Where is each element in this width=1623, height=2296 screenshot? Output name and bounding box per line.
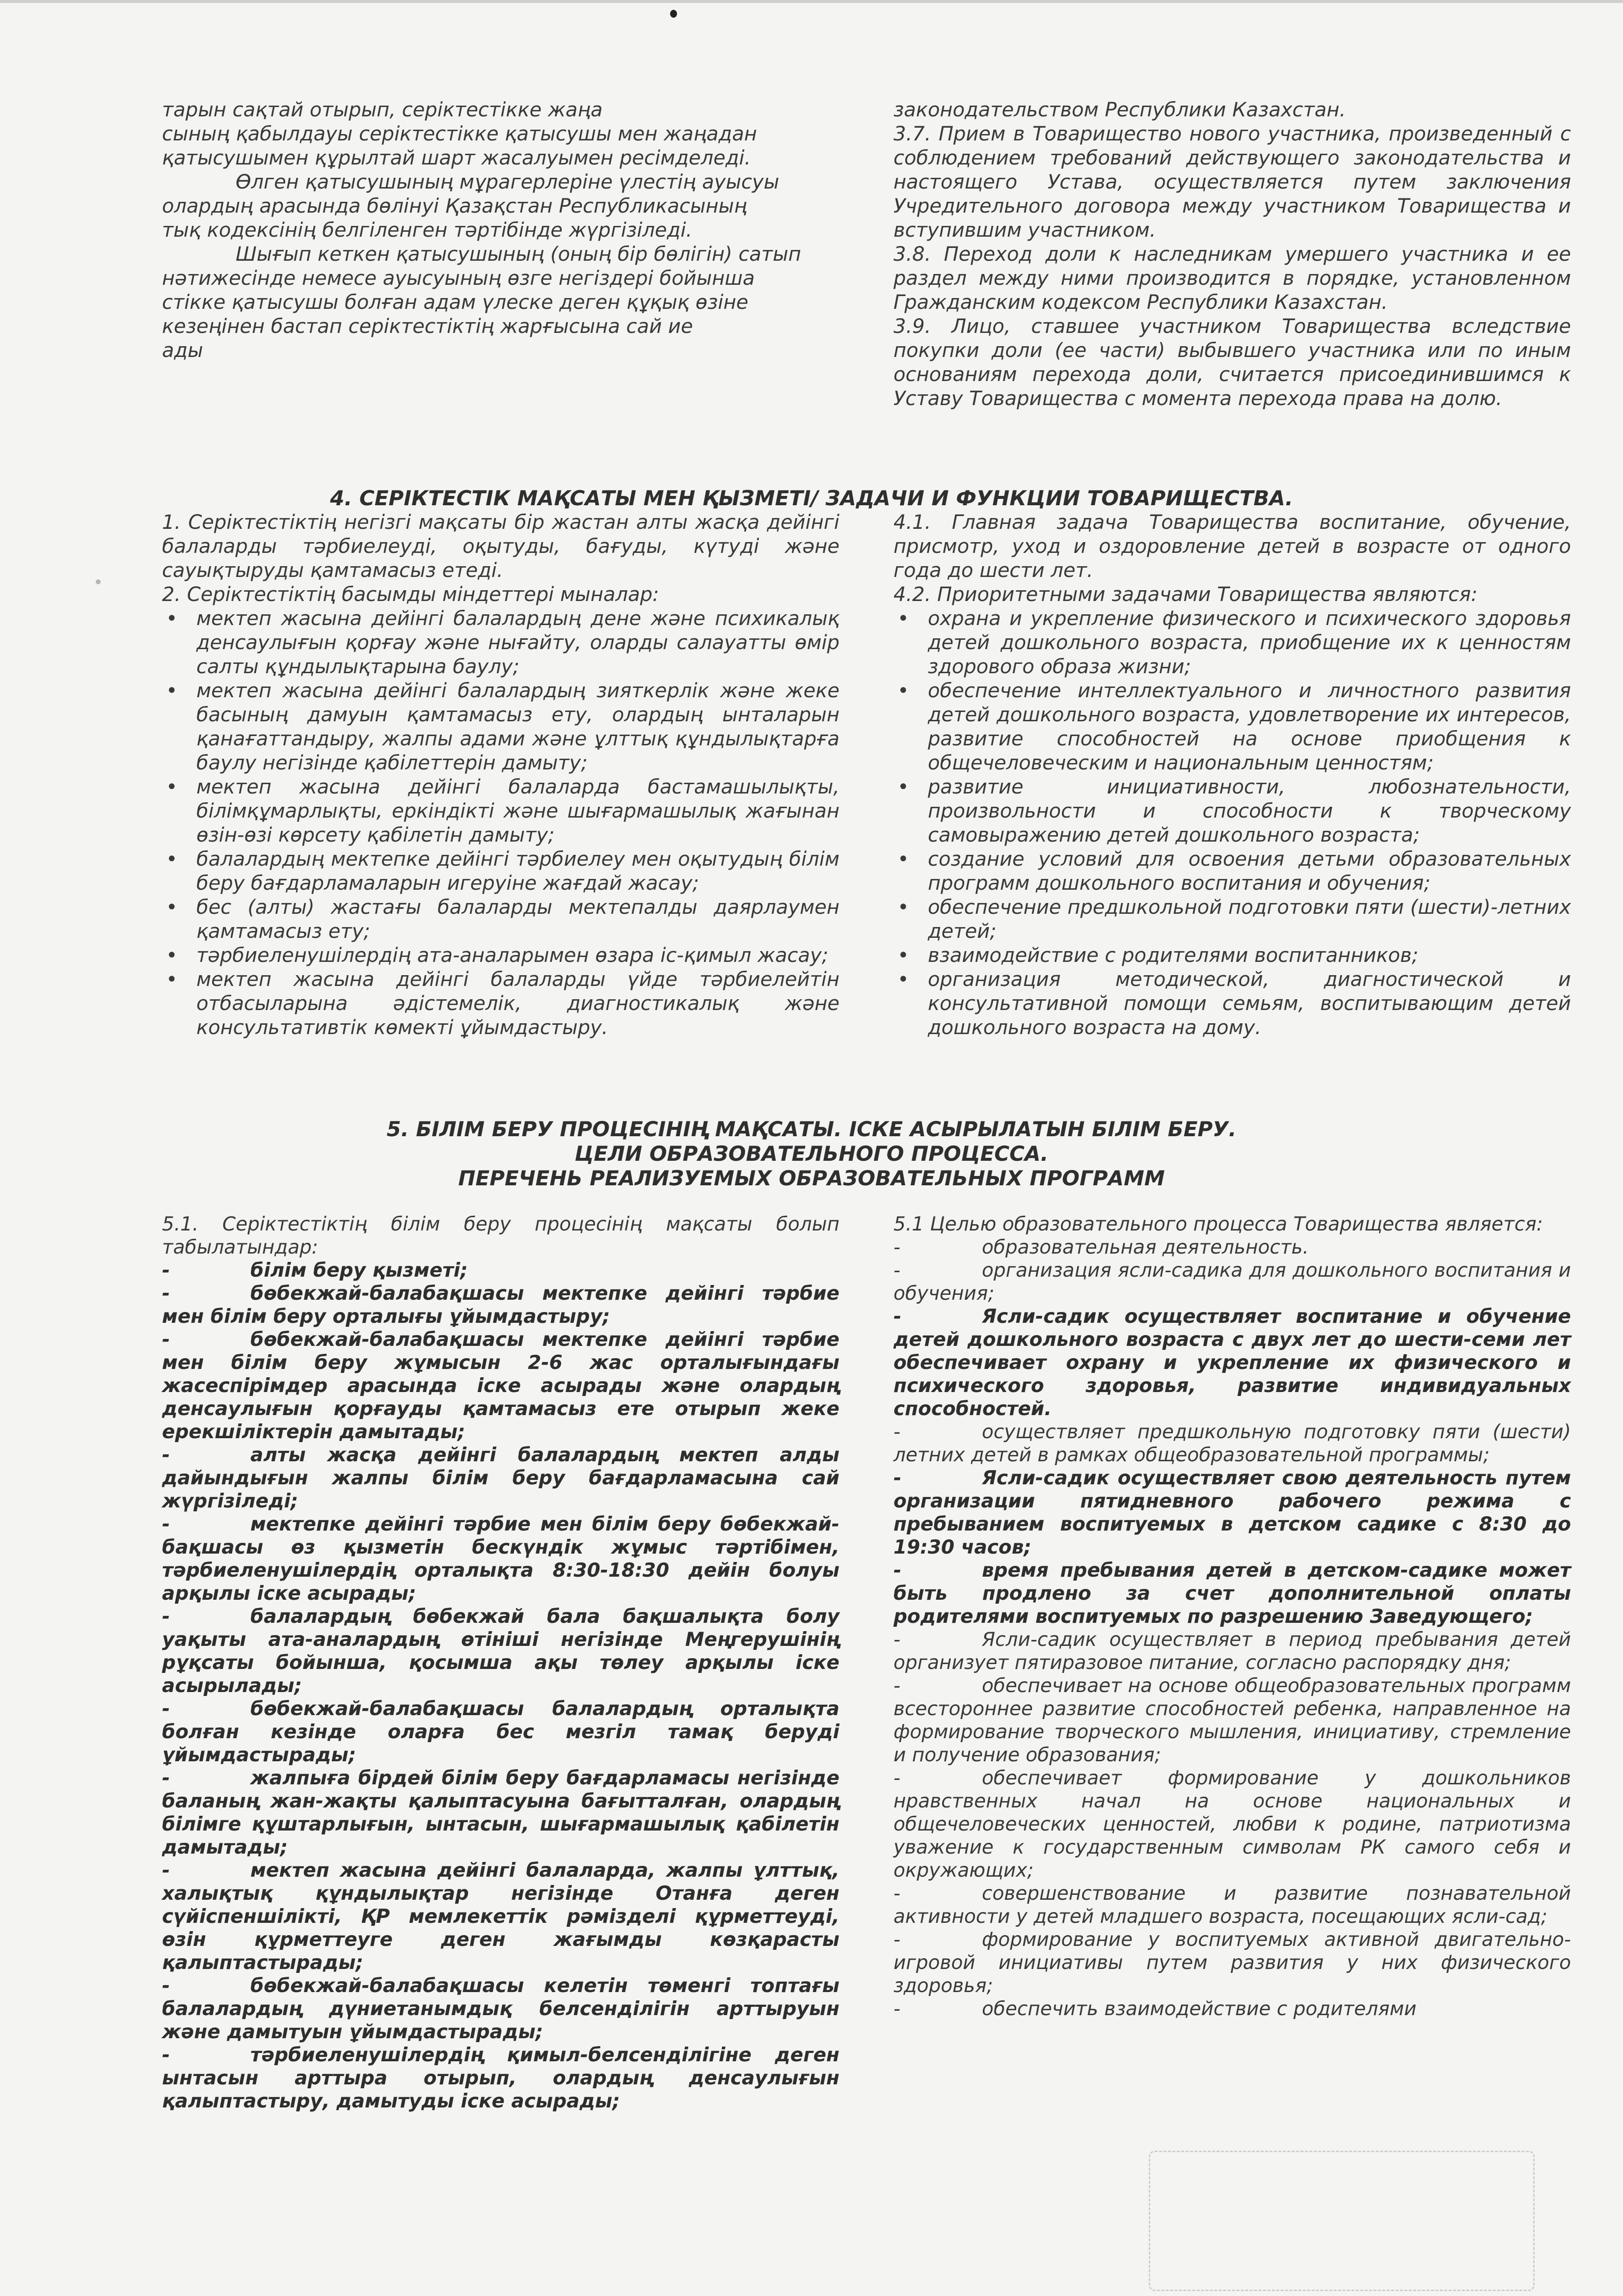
kk-top-line: Өлген қатысушының мұрагерлеріне үлестің ауысуы bbox=[236, 171, 780, 193]
kk-top-line: кезеңінен бастап серіктестіктің жарғысына сай ие bbox=[162, 315, 693, 338]
ru5-list-item: - обеспечить взаимодействие с родителями bbox=[893, 1998, 1417, 2020]
ru5-list-item: - Ясли-садик осуществляет воспитание и обучение детей дошкольного возраста с двух лет до шести-семи лет обеспечивает охрану и укрепление их физического и психического здоровья, развитие индивидуальных способностей. bbox=[893, 1306, 1571, 1420]
kk4-list-item: • тәрбиеленушілердің ата-аналарымен өзара іс-қимыл жасау; bbox=[162, 944, 839, 968]
ru5-list-item: - формирование у воспитуемых активной двигательно-игровой инициативы путем развития у них физического здоровья; bbox=[893, 1929, 1571, 1997]
ru5-list-item: - обеспечивает на основе общеобразовательных программ всестороннее развитие способностей ребенка, направленное на формирование творческого мышления, инициативу, стремление и получение образования; bbox=[893, 1675, 1571, 1766]
kk-top-block bbox=[162, 98, 839, 363]
kk5-list-item: - мектепке дейінгі тәрбие мен білім беру бөбекжай-бақшасы өз қызметін бескүндік жұмыс тәртібімен, тәрбиеленушілердің орталықта 8:30-18:30 дейін болуы арқылы іске асырады; bbox=[162, 1513, 839, 1605]
kk-top-line: Шығып кеткен қатысушының (оның бір бөлігін) сатып bbox=[236, 243, 801, 266]
ru4-paragraph-1: 4.1. Главная задача Товарищества воспитание, обучение, присмотр, уход и оздоровление детей в возрасте от одного года до шести лет. bbox=[893, 511, 1571, 582]
kk5-list-item: - жалпыға бірдей білім беру бағдарламасы негізінде баланың жан-жақты қалыптасуына бағытталған, олардың білімге құштарлығын, ынтасын, шығармашылық қабілетін дамытады; bbox=[162, 1767, 839, 1859]
kk-top-line: тық кодексінің белгіленген тәртібінде жүргізіледі. bbox=[162, 219, 693, 242]
kk5-paragraph-1: 5.1. Серіктестіктің білім беру процесінің мақсаты болып табылатындар: bbox=[162, 1213, 839, 1258]
kk-top-line: олардың арасында бөлінуі Қазақстан Республикасының bbox=[162, 195, 747, 218]
ru-section-4 bbox=[893, 511, 1571, 1040]
kk-top-line: нәтижесінде немесе ауысуының өзге негіздері бойынша bbox=[162, 267, 755, 290]
kk4-paragraph-2: 2. Серіктестіктің басымды міндеттері мыналар: bbox=[162, 583, 659, 606]
ru5-paragraph-1: 5.1 Целью образовательного процесса Товарищества является: bbox=[893, 1213, 1543, 1235]
ru4-list-item: • охрана и укрепление физического и психического здоровья детей дошкольного возраста, приобщение их к ценностям здорового образа жизни; bbox=[893, 607, 1571, 679]
ru5-list-item: - осуществляет предшкольную подготовку пяти (шести) летних детей в рамках общеобразовательной программы; bbox=[893, 1421, 1571, 1466]
kk4-list-item: • балалардың мектепке дейінгі тәрбиелеу мен оқытудың білім беру бағдарламаларын игеруіне жағдай жасау; bbox=[162, 847, 839, 896]
kk-top-line: қатысушымен құрылтай шарт жасалуымен ресімделеді. bbox=[162, 147, 751, 169]
ru4-list-item: • обеспечение предшкольной подготовки пяти (шести)-летних детей; bbox=[893, 896, 1571, 944]
section-5-title-kk: 5. БІЛІМ БЕРУ ПРОЦЕСІНІҢ МАҚСАТЫ. ІСКЕ АСЫРЫЛАТЫН БІЛІМ БЕРУ. bbox=[386, 1117, 1237, 1141]
kk5-list-item: - бөбекжай-балабақшасы балалардың орталықта болған кезінде оларға бес мезгіл тамақ беруді ұйымдастырады; bbox=[162, 1698, 839, 1766]
kk-section-4 bbox=[162, 511, 839, 1040]
section-5-subtitle-ru: ПЕРЕЧЕНЬ РЕАЛИЗУЕМЫХ ОБРАЗОВАТЕЛЬНЫХ ПРОГРАММ bbox=[458, 1166, 1165, 1190]
page-top-edge bbox=[0, 0, 1623, 3]
faded-stamp bbox=[1149, 2151, 1535, 2291]
ru4-paragraph-2: 4.2. Приоритетными задачами Товарищества являются: bbox=[893, 583, 1478, 606]
ru5-list-item: - Ясли-садик осуществляет в период пребывания детей организует пятиразовое питание, согласно распорядку дня; bbox=[893, 1629, 1571, 1674]
section-5-title-ru: ЦЕЛИ ОБРАЗОВАТЕЛЬНОГО ПРОЦЕССА. bbox=[574, 1142, 1049, 1166]
kk5-list-item: - бөбекжай-балабақшасы келетін төменгі топтағы балалардың дүниетанымдық белсенділігін арттыруын және дамытуын ұйымдастырады; bbox=[162, 1975, 839, 2043]
scan-speck bbox=[96, 579, 101, 584]
ru-clause-3-9: 3.9. Лицо, ставшее участником Товарищества вследствие покупки доли (ее части) выбывшего участника или по иным основаниям перехода доли, считается присоединившимся к Уставу Товарищества с момента перехода права на долю. bbox=[893, 315, 1571, 410]
ru5-list-item: - Ясли-садик осуществляет свою деятельность путем организации пятидневного рабочего режима с пребыванием воспитуемых в детском садике с 8:30 до 19:30 часов; bbox=[893, 1467, 1571, 1558]
kk4-list-item: • мектеп жасына дейінгі балалардың зияткерлік және жеке басының дамуын қамтамасыз ету, олардың ынталарын қанағаттандыру, жалпы адами және ұлттық құндылықтарға баулу негізінде қабілеттерін дамыту; bbox=[162, 679, 839, 775]
ru4-list-item: • обеспечение интеллектуального и личностного развития детей дошкольного возраста, удовлетворение их интересов, развитие способностей на основе приобщения к общечеловеческим и национальным ценностям; bbox=[893, 679, 1571, 775]
ru4-list-item: • развитие инициативности, любознательности, произвольности и способности к творческому самовыражению детей дошкольного возраста; bbox=[893, 775, 1571, 847]
ru-top-line: законодательством Республики Казахстан. bbox=[893, 99, 1346, 121]
ru-clause-3-7: 3.7. Прием в Товарищество нового участника, произведенный с соблюдением требований действующего законодательства и настоящего Устава, осуществляется путем заключения Учредительного договора между участником Товарищества и вступившим участником. bbox=[893, 123, 1571, 242]
kk-section-5 bbox=[162, 1213, 839, 2113]
kk4-list-item: • бес (алты) жастағы балаларды мектепалды даярлаумен қамтамасыз ету; bbox=[162, 896, 839, 944]
punch-hole-mark bbox=[670, 10, 677, 18]
kk5-list-item: - білім беру қызметі; bbox=[162, 1259, 468, 1282]
kk5-list-item: - тәрбиеленушілердің қимыл-белсенділігіне деген ынтасын арттыра отырып, олардың денсаулығын қалыптастыру, дамытуды іске асырады; bbox=[162, 2044, 839, 2112]
kk5-list-item: - мектеп жасына дейінгі балаларда, жалпы ұлттық, халықтық құндылықтар негізінде Отанға деген сүйіспеншілікті, ҚР мемлекеттік рәмізделі құрметтеуді, өзін құрметтеуге деген жағымды көзқарасты қалыптастырады; bbox=[162, 1859, 839, 1974]
ru-section-5 bbox=[893, 1213, 1571, 2021]
kk5-list-item: - балалардың бөбекжай бала бақшалықта болу уақыты ата-аналардың өтініші негізінде Меңгерушінің рұқсаты бойынша, қосымша ақы төлеу арқылы іске асырылады; bbox=[162, 1606, 839, 1697]
ru-clause-3-8: 3.8. Переход доли к наследникам умершего участника и ее раздел между ними производится в порядке, установленном Гражданским кодексом Республики Казахстан. bbox=[893, 243, 1571, 314]
kk4-list-item: • мектеп жасына дейінгі балаларды үйде тәрбиелейтін отбасыларына әдістемелік, диагностикалық және консультативтік көмекті ұйымдастыру. bbox=[162, 968, 839, 1040]
ru5-list-item: - совершенствование и развитие познавательной активности у детей младшего возраста, посещающих ясли-сад; bbox=[893, 1883, 1571, 1928]
ru4-list-item: • организация методической, диагностической и консультативной помощи семьям, воспитывающим детей дошкольного возраста на дому. bbox=[893, 968, 1571, 1040]
kk-top-line: ады bbox=[162, 339, 203, 362]
ru4-list-item: • взаимодействие с родителями воспитанников; bbox=[893, 944, 1571, 968]
ru4-list-item: • создание условий для освоения детьми образовательных программ дошкольного воспитания и обучения; bbox=[893, 847, 1571, 896]
kk4-list-item: • мектеп жасына дейінгі балалардың дене және психикалық денсаулығын қорғау және нығайту, оларды салауатты өмір салты құндылықтарына баулу; bbox=[162, 607, 839, 679]
kk4-list-item: • мектеп жасына дейінгі балаларда бастамашылықты, білімқұмарлықты, еркіндікті және шығармашылық жағынан өзін-өзі көрсету қабілетін дамыту; bbox=[162, 775, 839, 847]
kk-top-line: стікке қатысушы болған адам үлеске деген құқық өзіне bbox=[162, 291, 749, 314]
kk-top-line: тарын сақтай отырып, серіктестікке жаңа bbox=[162, 99, 603, 121]
kk5-list-item: - бөбекжай-балабақшасы мектепке дейінгі тәрбие мен білім беру жұмысын 2-6 жас орталығындағы жасеспірімдер арасында іске асырады және олардың денсаулығын қорғауды қамтамасыз ете отырып жеке ерекшіліктерін дамытады; bbox=[162, 1329, 839, 1443]
kk5-list-item: - бөбекжай-балабақшасы мектепке дейінгі тәрбие мен білім беру орталығы ұйымдастыру; bbox=[162, 1283, 839, 1328]
ru5-list-item: - образовательная деятельность. bbox=[893, 1236, 1309, 1258]
ru-top-block bbox=[893, 98, 1571, 411]
kk5-list-item: - алты жасқа дейінгі балалардың мектеп алды дайындығын жалпы білім беру бағдарламасына сай жүргізіледі; bbox=[162, 1444, 839, 1512]
kk4-paragraph-1: 1. Серіктестіктің негізгі мақсаты бір жастан алты жасқа дейінгі балаларды тәрбиелеуді, оқытуды, бағуды, күтуді және сауықтыруды қамтамасыз етеді. bbox=[162, 511, 839, 582]
ru5-list-item: - организация ясли-садика для дошкольного воспитания и обучения; bbox=[893, 1259, 1571, 1305]
ru5-list-item: - время пребывания детей в детском-садике может быть продлено за счет дополнительной оплаты родителями воспитуемых по разрешению Заведующего; bbox=[893, 1559, 1571, 1628]
ru5-list-item: - обеспечивает формирование у дошкольников нравственных начал на основе национальных и общечеловеческих ценностей, любви к родине, патриотизма уважение к государственным символам РК самого себя и окружающих; bbox=[893, 1767, 1571, 1882]
kk-top-line: сының қабылдауы серіктестікке қатысушы мен жаңадан bbox=[162, 123, 757, 145]
section-4-title: 4. СЕРІКТЕСТІК МАҚСАТЫ МЕН ҚЫЗМЕТІ/ ЗАДАЧИ И ФУНКЦИИ ТОВАРИЩЕСТВА. bbox=[330, 486, 1293, 510]
